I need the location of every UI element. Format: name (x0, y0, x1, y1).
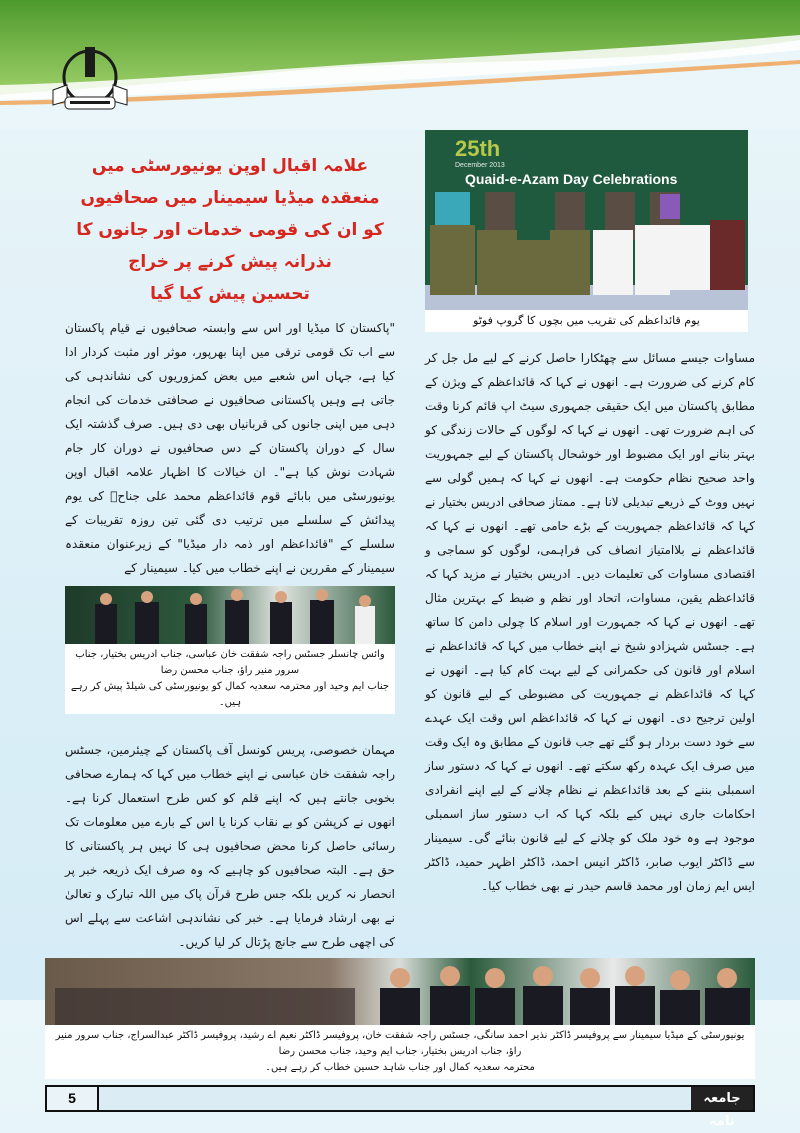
text-line: جسٹس شہزادو شیخ نے اپنے خطاب میں کہا کہ قائداعظم نے اسلام اور قانون کی حکمرانی (425, 639, 755, 677)
text-line: میڈیا" کے زیرعنوان منعقدہ سیمینار کے مقررین نے اپنے خطاب میں کیا۔ سیمینار کے (65, 537, 395, 575)
text-line: کے لیے بہت کام کیا ہے۔ انھوں نے کہا کہ قائداعظم نے جمہوریت کی مضبوطی کے لیے (425, 663, 755, 701)
seminar-photo-caption (45, 1025, 755, 1079)
right-column-body (425, 346, 755, 898)
text-line: اظہار علامہ اقبال اوپن یونیورسٹی میں بابائے قوم قائداعظم محمد علی جناحؒ کی یوم پیدائش (65, 465, 395, 527)
page-number: 5 (47, 1087, 99, 1110)
magazine-name: جامعہ نامہ (691, 1087, 753, 1110)
headline-line: تحسین پیش کیا گیا (150, 284, 310, 304)
page-content (45, 130, 755, 1129)
text-line: سکتے تھے۔ انھوں نے کہا کہ دستور ساز اسمبلی بننے کے بعد قائداعظم نے نظام چلانے کے (425, 759, 755, 797)
text-line: مہمان خصوصی، پریس کونسل آف پاکستان کے چیئرمین، جسٹس راجہ شفقت خان عباسی (65, 743, 395, 781)
text-line: "پاکستان کا میڈیا اور اس سے وابستہ صحافیوں نے قیام پاکستان سے اب (65, 321, 395, 359)
text-line: بہترین مثال تھے۔ انھوں نے کہا کہ جمہورت اور اسلام کا چولی دامن کا ساتھ ہے۔ (425, 591, 755, 653)
headline-line: کو ان کی قومی خدمات اور جانوں کا نذرانہ پیش کرنے پر خراج (76, 220, 384, 272)
caption-line: جناب ایم وحید اور محترمہ سعدیہ کمال کو یونیورسٹی کی شیلڈ پیش کر رہے ہیں۔ (70, 681, 390, 708)
university-logo (45, 35, 135, 120)
text-line: ہے۔ انھوں نے کہا کہ قائداعظم کے ویژن کے مطابق پاکستان میں ایک حقیقی جمہوری (425, 375, 755, 413)
caption-line: محترمہ سعدیہ کمال اور جناب شاہد حسین خطاب کر رہے ہیں۔ (265, 1062, 535, 1073)
article-columns (45, 130, 755, 954)
text-line: استعمال کرنا ہے۔ انھوں نے کرپشن کو بے نقاب کرنا یا اس کے بارے میں معلومات تک (65, 791, 395, 829)
photo-banner-number: 25th (455, 136, 501, 161)
text-line: مساوات جیسے مسائل سے چھٹکارا حاصل کرنے کے لیے مل جل کر کام کرنے کی ضرورت (425, 351, 755, 389)
text-line: قائداعظم نے بلاامتیاز انصاف کی فراہمی، لوگوں کو سماجی و اقتصادی مساوات کی تعلیمات (425, 543, 755, 581)
right-column (425, 130, 755, 954)
children-group-photo (425, 130, 748, 310)
text-line: ادریس بختیار نے کہا کہ قائداعظم جمہوریت کے بڑے حامی تھے۔ انھوں نے کہا کہ (425, 495, 755, 533)
article-headline (65, 150, 395, 310)
shield-photo-caption (65, 644, 395, 714)
photo-banner-text: Quaid-e-Azam Day Celebrations (465, 171, 678, 187)
text-line: پاکستان کے دس صحافیوں نے دوران کار جام شہادت نوش کیا ہے"۔ ان خیالات کا (65, 441, 395, 479)
text-line: دیں۔ ادریس بختیار نے مزید کہا کہ قائداعظم یقین، مساوات، اتحاد اور نظم و ضبط کے (425, 567, 755, 605)
text-line: لیے اپنے انفرادی احکامات جاری نہیں کیے بلکہ کہا کہ اب دستور ساز اسمبلی موجود ہے وہ (425, 783, 755, 845)
left-column (65, 130, 395, 954)
text-line: سیٹ اپ قائم کرنا وقت کی اہم ضرورت تھی۔ انھوں نے کہا کہ لوگوں کے حالات زندگی کو (425, 399, 755, 437)
left-column-paragraph-1 (65, 316, 395, 580)
seminar-speakers-photo (45, 958, 755, 1025)
text-line: نے اپنے خطاب میں کہا کہ ہمارے صحافی بخوبی جانتے ہیں کہ اپنے قلم کو کس طرح (65, 767, 395, 805)
text-line: دہی میں اپنی جانوں کی قربانیاں بھی دی ہیں۔ صرف گذشتہ ایک سال کے دوران (65, 417, 395, 455)
text-line: تعالیٰ نے بھی ارشاد فرمایا ہے۔ خبر کی نشاندہی اشاعت سے پہلے اس کی اچھی طرح سے (65, 887, 395, 949)
left-column-paragraph-2 (65, 738, 395, 954)
text-line: کہ وہ صرف ایک ذریعہ خبر پر انحصار نہ کریں بلکہ جس طرح قرآن پاک میں اللہ تبارک و (65, 863, 395, 901)
text-line: جانچ پڑتال کر لیا کریں۔ (178, 935, 297, 949)
page-footer (45, 1085, 755, 1129)
bottom-section (45, 958, 755, 1129)
caption-line: وائس چانسلر جسٹس راجہ شفقت خان عباسی، جناب ادریس بختیار، جناب سرور منیر راؤ، جناب محسن رضا (75, 649, 385, 676)
caption-line: یونیورسٹی کے میڈیا سیمینار سے پروفیسر ڈاکٹر نذیر احمد سانگی، جسٹس راجہ شفقت خان، پروفیسر ڈاکٹر نعیم اے رشید، پروفیسر ڈاکٹر عبدالسراج، جناب سرور منیر راؤ، جناب ادریس بختیار، جناب ایم وحید، جناب محسن رضا (55, 1030, 745, 1057)
text-line: رسائی حاصل کرنا محض صحافیوں ہی کا نہیں ہر پاکستانی کا حق ہے۔ البتہ صحافیوں کو چاہیے (65, 839, 395, 877)
text-line: احمد، ڈاکٹر اظہر حمید، ڈاکٹر ایس ایم زمان اور محمد قاسم حیدر نے بھی خطاب کیا۔ (425, 855, 755, 893)
shield-presentation-photo (65, 586, 395, 644)
text-line: قانون کو اولین ترجیح دی۔ انھوں نے کہا کہ قائداعظم اس وقت ایک عہدے سے خود (425, 687, 755, 749)
text-line: تک قومی ترقی میں اپنا بھرپور، موثر اور مثبت کردار ادا کیا ہے، جہاں اس شعبے میں بعض (65, 345, 395, 383)
text-line: خود ملک کو چلانے کے لیے قانون بنائے گی۔ سیمینار سے ڈاکٹر ایوب صابر، ڈاکٹر انیس (425, 831, 755, 869)
text-line: کے سلسلے میں ترتیب دی گئی تین روزہ تقریبات کے سلسلے کے "قائداعظم اور ذمہ دار (65, 513, 395, 551)
text-line: دست بردار ہو گئے تھے جب قانون کے مطابق وہ ایک وقت میں صرف ایک عہدہ رکھ (425, 735, 755, 773)
text-line: کمزوریوں کی نشاندہی کی جاتی ہے وہیں پاکستانی صحافیوں نے صحافتی خدمات کی انجام (65, 369, 395, 407)
text-line: بہتر بنانے اور ایک مضبوط اور خوشحال پاکستان کے لیے جمہوریت واحد صحیح نظام حکومت (425, 447, 755, 485)
text-line: ہے۔ انھوں نے کہا کہ ہمیں گولی سے نہیں ووٹ کے ذریعے تبدیلی لانا ہے۔ ممتاز صحافی (425, 471, 755, 509)
caption-text: یوم قائداعظم کی تقریب میں بچوں کا گروپ فوٹو (473, 314, 700, 327)
children-photo-caption (425, 310, 748, 332)
photo-banner-date: December 2013 (455, 162, 505, 169)
headline-line: علامہ اقبال اوپن یونیورسٹی میں منعقدہ میڈیا سیمینار میں صحافیوں (80, 156, 380, 208)
